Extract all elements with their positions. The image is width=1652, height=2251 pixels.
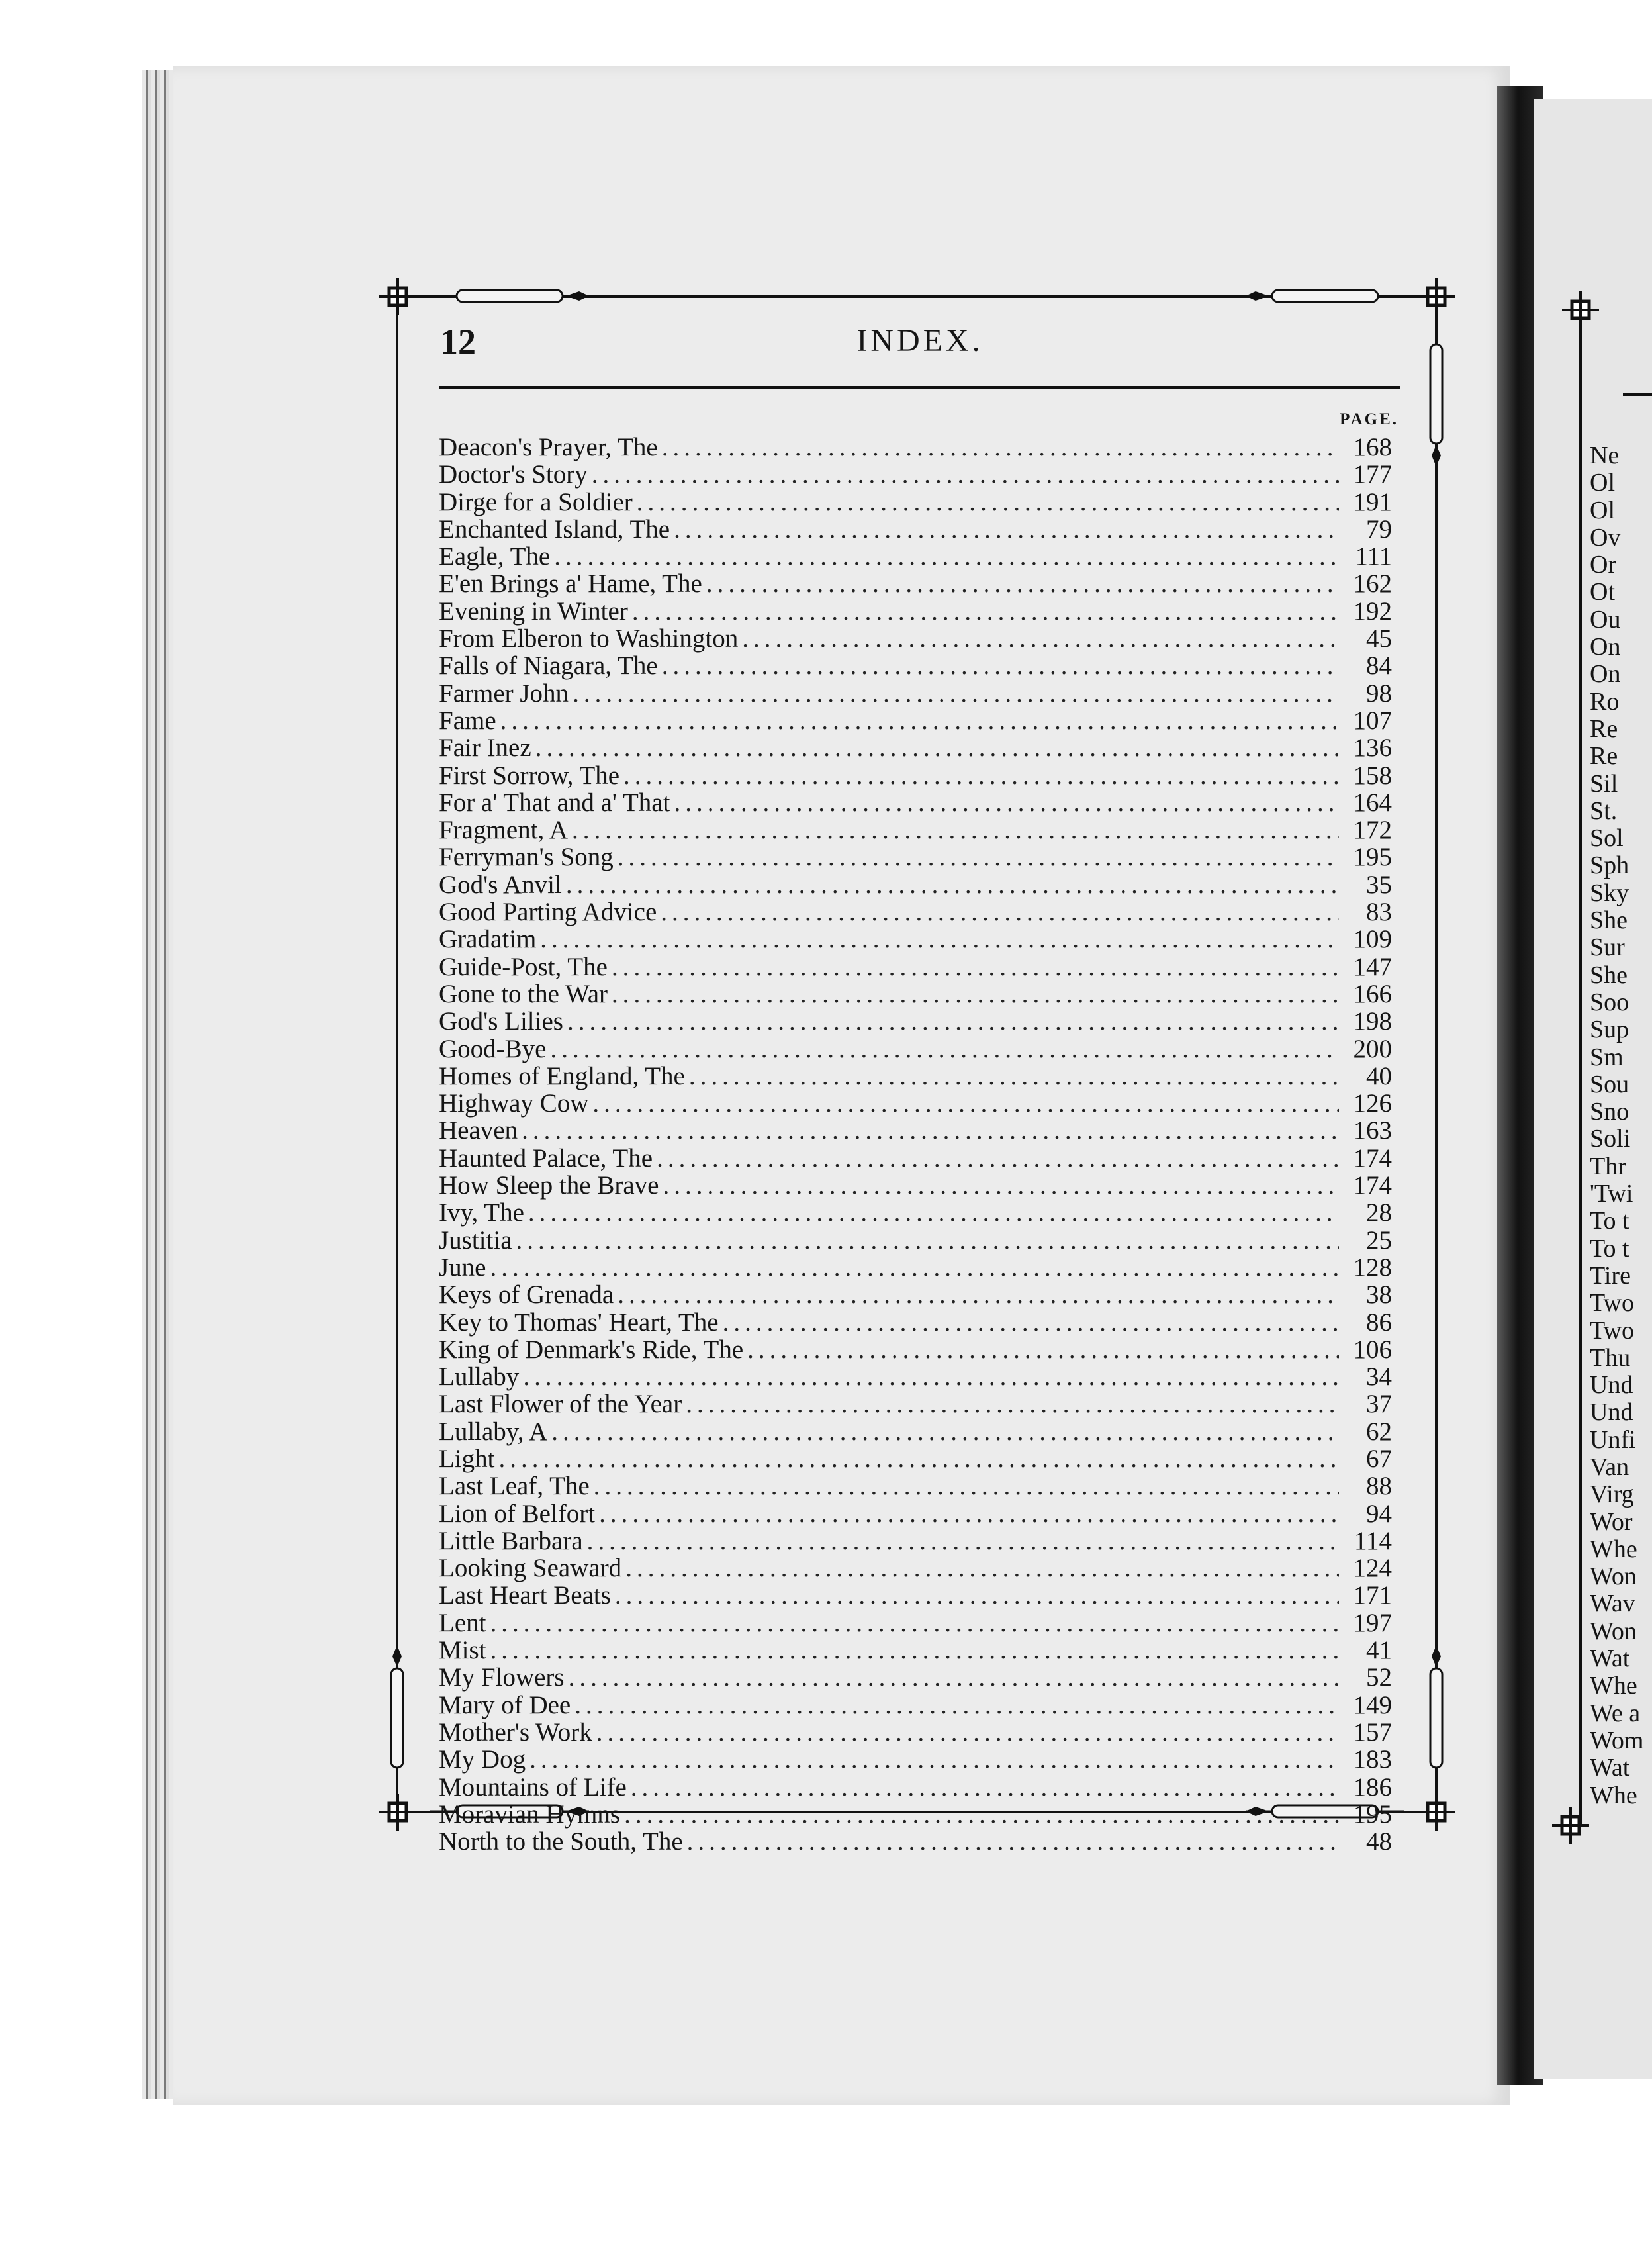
index-entry bbox=[439, 1719, 1392, 1746]
index-entry bbox=[439, 1336, 1392, 1363]
entry-title: Looking Seaward bbox=[439, 1554, 622, 1583]
entry-page-number: 28 bbox=[1366, 1198, 1392, 1227]
entry-page-number: 197 bbox=[1353, 1608, 1392, 1637]
entry-page-number: 37 bbox=[1366, 1390, 1392, 1419]
entry-title: Enchanted Island, The bbox=[439, 514, 670, 544]
facing-page-fragment: Wor bbox=[1590, 1508, 1633, 1536]
facing-page-fragment: Thu bbox=[1590, 1343, 1631, 1372]
facing-page-fragment: St. bbox=[1590, 796, 1618, 825]
index-entry-list bbox=[439, 434, 1392, 1855]
index-entry bbox=[439, 570, 1392, 597]
facing-page-fragment: Sno bbox=[1590, 1098, 1629, 1126]
index-entry bbox=[439, 1445, 1392, 1472]
dot-leader bbox=[535, 734, 1339, 761]
index-entry bbox=[439, 1254, 1392, 1281]
index-entry bbox=[439, 680, 1392, 707]
entry-title: Lullaby, A bbox=[439, 1417, 548, 1446]
entry-page-number: 126 bbox=[1353, 1089, 1392, 1118]
entry-title: Last Heart Beats bbox=[439, 1581, 611, 1610]
entry-title: Moravian Hymns bbox=[439, 1799, 621, 1829]
entry-page-number: 172 bbox=[1353, 816, 1392, 845]
entry-page-number: 106 bbox=[1353, 1335, 1392, 1364]
index-entry bbox=[439, 1801, 1392, 1828]
facing-page-fragment: Wat bbox=[1590, 1754, 1630, 1782]
facing-page-fragment: Soo bbox=[1590, 988, 1629, 1016]
dot-leader bbox=[551, 1418, 1339, 1445]
dot-leader bbox=[529, 1746, 1339, 1773]
dot-leader bbox=[723, 1309, 1339, 1336]
facing-page-fragment: Ou bbox=[1590, 605, 1621, 634]
entry-title: Mist bbox=[439, 1636, 486, 1665]
dot-leader bbox=[599, 1500, 1339, 1527]
dot-leader bbox=[592, 461, 1339, 488]
index-entry bbox=[439, 707, 1392, 734]
dot-leader bbox=[490, 1637, 1339, 1664]
corner-ornament-top-right bbox=[1418, 278, 1455, 315]
index-entry bbox=[439, 871, 1392, 898]
facing-page-fragment: She bbox=[1590, 906, 1628, 935]
entry-page-number: 94 bbox=[1366, 1499, 1392, 1528]
facing-page-fragment: Ro bbox=[1590, 687, 1620, 716]
entry-page-number: 147 bbox=[1353, 952, 1392, 981]
entry-title: North to the South, The bbox=[439, 1827, 683, 1856]
dot-leader bbox=[689, 1063, 1339, 1090]
scroll-ornament-left-lower bbox=[386, 1642, 408, 1794]
index-entry bbox=[439, 1774, 1392, 1801]
entry-page-number: 191 bbox=[1353, 487, 1392, 516]
dot-leader bbox=[686, 1390, 1339, 1417]
entry-title: Falls of Niagara, The bbox=[439, 651, 658, 681]
dot-leader bbox=[499, 1445, 1340, 1472]
dot-leader bbox=[540, 926, 1339, 953]
index-entry bbox=[439, 1418, 1392, 1445]
page-number: 12 bbox=[440, 322, 476, 361]
entry-title: Fair Inez bbox=[439, 734, 531, 763]
index-entry bbox=[439, 1582, 1392, 1609]
dot-leader bbox=[490, 1254, 1340, 1281]
entry-title: My Dog bbox=[439, 1745, 526, 1774]
dot-leader bbox=[612, 981, 1339, 1008]
index-entry bbox=[439, 1281, 1392, 1308]
entry-page-number: 84 bbox=[1366, 651, 1392, 681]
dot-leader bbox=[687, 1828, 1339, 1855]
entry-title: Good Parting Advice bbox=[439, 898, 657, 927]
dot-leader bbox=[523, 1363, 1339, 1390]
facing-page-fragment: Ne bbox=[1590, 442, 1620, 469]
entry-title: Justitia bbox=[439, 1225, 512, 1255]
dot-leader bbox=[661, 898, 1339, 926]
entry-page-number: 48 bbox=[1366, 1827, 1392, 1856]
entry-page-number: 174 bbox=[1353, 1143, 1392, 1173]
entry-page-number: 107 bbox=[1353, 706, 1392, 735]
index-entry bbox=[439, 598, 1392, 625]
entry-title: Lullaby bbox=[439, 1363, 520, 1392]
entry-title: Farmer John bbox=[439, 679, 569, 708]
index-entry bbox=[439, 816, 1392, 843]
corner-ornament-bottom-left bbox=[379, 1794, 416, 1831]
entry-title: E'en Brings a' Hame, The bbox=[439, 569, 702, 599]
entry-page-number: 83 bbox=[1366, 898, 1392, 927]
entry-title: King of Denmark's Ride, The bbox=[439, 1335, 744, 1364]
dot-leader bbox=[663, 1172, 1340, 1199]
header-divider bbox=[439, 386, 1400, 389]
entry-title: First Sorrow, The bbox=[439, 761, 620, 790]
facing-page-fragment: Won bbox=[1590, 1562, 1637, 1591]
entry-page-number: 136 bbox=[1353, 734, 1392, 763]
entry-page-number: 88 bbox=[1366, 1472, 1392, 1501]
facing-page-fragment: To t bbox=[1590, 1207, 1629, 1235]
entry-title: Last Leaf, The bbox=[439, 1472, 590, 1501]
scroll-ornament-top-right bbox=[1246, 285, 1404, 307]
dot-leader bbox=[490, 1609, 1339, 1637]
index-entry bbox=[439, 762, 1392, 789]
entry-page-number: 163 bbox=[1353, 1116, 1392, 1145]
entry-title: Gone to the War bbox=[439, 979, 608, 1008]
entry-page-number: 192 bbox=[1353, 597, 1392, 626]
dot-leader bbox=[631, 1774, 1339, 1801]
entry-title: My Flowers bbox=[439, 1663, 565, 1692]
entry-page-number: 114 bbox=[1354, 1526, 1392, 1555]
index-entry bbox=[439, 1555, 1392, 1582]
dot-leader bbox=[596, 1719, 1339, 1746]
entry-page-number: 195 bbox=[1353, 1799, 1392, 1829]
facing-page-fragment: Or bbox=[1590, 551, 1617, 579]
facing-page-fragment: Sky bbox=[1590, 879, 1629, 907]
entry-title: Heaven bbox=[439, 1116, 518, 1145]
entry-page-number: 157 bbox=[1353, 1717, 1392, 1747]
index-entry bbox=[439, 1527, 1392, 1555]
dot-leader bbox=[674, 789, 1339, 816]
index-entry bbox=[439, 843, 1392, 871]
entry-page-number: 186 bbox=[1353, 1772, 1392, 1801]
dot-leader bbox=[657, 1145, 1339, 1172]
facing-page-fragment: Wav bbox=[1590, 1590, 1635, 1618]
entry-page-number: 86 bbox=[1366, 1308, 1392, 1337]
entry-page-number: 40 bbox=[1366, 1061, 1392, 1090]
facing-page-fragment: Ov bbox=[1590, 523, 1621, 551]
index-entry bbox=[439, 898, 1392, 926]
facing-page-fragment: Virg bbox=[1590, 1480, 1634, 1509]
dot-leader bbox=[573, 680, 1339, 707]
facing-page-fragment: Van bbox=[1590, 1453, 1629, 1481]
facing-page-fragment: Whe bbox=[1590, 1781, 1637, 1809]
dot-leader bbox=[592, 1090, 1339, 1117]
entry-page-number: 200 bbox=[1353, 1034, 1392, 1063]
dot-leader bbox=[567, 1008, 1339, 1035]
dot-leader bbox=[706, 570, 1339, 597]
facing-page-fragment: Wat bbox=[1590, 1645, 1630, 1673]
index-entry bbox=[439, 625, 1392, 652]
entry-page-number: 98 bbox=[1366, 679, 1392, 708]
facing-page-fragment: She bbox=[1590, 961, 1628, 989]
facing-page-fragment: Thr bbox=[1590, 1152, 1626, 1180]
facing-page-fragment: Tire bbox=[1590, 1261, 1631, 1290]
dot-leader bbox=[662, 434, 1339, 461]
index-entry bbox=[439, 1746, 1392, 1773]
index-entry bbox=[439, 516, 1392, 543]
entry-page-number: 177 bbox=[1353, 460, 1392, 489]
facing-page-fragment: On bbox=[1590, 660, 1621, 689]
entry-page-number: 174 bbox=[1353, 1171, 1392, 1200]
entry-page-number: 67 bbox=[1366, 1444, 1392, 1473]
facing-page-fragment: Sil bbox=[1590, 769, 1618, 798]
entry-title: Last Flower of the Year bbox=[439, 1390, 682, 1419]
entry-page-number: 41 bbox=[1366, 1636, 1392, 1665]
facing-page-fragment: Sph bbox=[1590, 851, 1629, 880]
facing-page-fragment: Ol bbox=[1590, 469, 1615, 497]
entry-title: For a' That and a' That bbox=[439, 788, 670, 817]
dot-leader bbox=[637, 489, 1339, 516]
facing-page-fragment: Re bbox=[1590, 714, 1618, 743]
facing-page-fragment: Re bbox=[1590, 742, 1618, 771]
facing-page-fragment: Und bbox=[1590, 1371, 1633, 1400]
dot-leader bbox=[662, 652, 1339, 679]
dot-leader bbox=[500, 707, 1339, 734]
index-entry bbox=[439, 1390, 1392, 1417]
index-entry bbox=[439, 734, 1392, 761]
entry-page-number: 35 bbox=[1366, 870, 1392, 899]
entry-title: Light bbox=[439, 1444, 495, 1473]
entry-title: Little Barbara bbox=[439, 1526, 583, 1555]
dot-leader bbox=[522, 1117, 1339, 1144]
frame-right-rule bbox=[1435, 295, 1438, 1813]
entry-page-number: 34 bbox=[1366, 1363, 1392, 1392]
entry-title: Keys of Grenada bbox=[439, 1280, 614, 1310]
dot-leader bbox=[674, 516, 1339, 543]
facing-page-fragment: Unfi bbox=[1590, 1425, 1636, 1454]
facing-page-fragment: Sm bbox=[1590, 1043, 1624, 1071]
entry-title: Evening in Winter bbox=[439, 597, 628, 626]
entry-title: How Sleep the Brave bbox=[439, 1171, 659, 1200]
facing-page-fragment: Whe bbox=[1590, 1672, 1637, 1700]
entry-title: Deacon's Prayer, The bbox=[439, 433, 658, 461]
dot-leader bbox=[624, 1801, 1339, 1828]
entry-title: Fragment, A bbox=[439, 816, 568, 845]
corner-ornament-top-left bbox=[379, 278, 416, 315]
entry-title: Dirge for a Soldier bbox=[439, 487, 633, 516]
index-entry bbox=[439, 1609, 1392, 1637]
entry-page-number: 164 bbox=[1353, 788, 1392, 817]
dot-leader bbox=[587, 1527, 1339, 1555]
dot-leader bbox=[528, 1199, 1339, 1226]
entry-page-number: 25 bbox=[1366, 1225, 1392, 1255]
entry-title: Lion of Belfort bbox=[439, 1499, 596, 1528]
facing-page-fragment: Sup bbox=[1590, 1016, 1629, 1044]
dot-leader bbox=[594, 1472, 1339, 1500]
entry-page-number: 124 bbox=[1353, 1554, 1392, 1583]
index-entry bbox=[439, 543, 1392, 570]
entry-page-number: 109 bbox=[1353, 925, 1392, 954]
index-entry bbox=[439, 1637, 1392, 1664]
index-entry bbox=[439, 461, 1392, 488]
facing-page-fragment: Und bbox=[1590, 1398, 1633, 1427]
index-entry bbox=[439, 1828, 1392, 1855]
facing-page-fragment: 'Twi bbox=[1590, 1180, 1633, 1208]
index-entry bbox=[439, 1692, 1392, 1719]
index-entry bbox=[439, 1472, 1392, 1500]
index-entry bbox=[439, 1090, 1392, 1117]
entry-page-number: 168 bbox=[1353, 433, 1392, 461]
facing-page-fragment: Wom bbox=[1590, 1726, 1644, 1754]
entry-page-number: 171 bbox=[1353, 1581, 1392, 1610]
index-entry bbox=[439, 1363, 1392, 1390]
facing-page-fragment: On bbox=[1590, 633, 1621, 661]
entry-title: Eagle, The bbox=[439, 542, 551, 571]
entry-title: Ferryman's Song bbox=[439, 843, 614, 872]
facing-page-fragment: Whe bbox=[1590, 1535, 1637, 1563]
dot-leader bbox=[615, 1582, 1339, 1609]
facing-page-fragment: Sou bbox=[1590, 1070, 1629, 1098]
entry-title: God's Anvil bbox=[439, 870, 562, 899]
entry-page-number: 111 bbox=[1355, 542, 1392, 571]
entry-title: Doctor's Story bbox=[439, 460, 588, 489]
entry-page-number: 183 bbox=[1353, 1745, 1392, 1774]
dot-leader bbox=[612, 953, 1339, 981]
facing-page-text-fragments bbox=[1590, 442, 1652, 1809]
index-entry bbox=[439, 1227, 1392, 1254]
entry-title: Mountains of Life bbox=[439, 1772, 627, 1801]
dot-leader bbox=[618, 1281, 1339, 1308]
entry-page-number: 52 bbox=[1366, 1663, 1392, 1692]
facing-page-fragment: To t bbox=[1590, 1234, 1629, 1263]
page-title: INDEX. bbox=[856, 323, 984, 358]
index-entry bbox=[439, 981, 1392, 1008]
entry-title: Lent bbox=[439, 1608, 486, 1637]
entry-title: Homes of England, The bbox=[439, 1061, 685, 1090]
entry-title: Fame bbox=[439, 706, 496, 735]
dot-leader bbox=[574, 1692, 1339, 1719]
dot-leader bbox=[623, 762, 1339, 789]
scroll-ornament-right-lower bbox=[1425, 1642, 1447, 1794]
entry-title: Gradatim bbox=[439, 925, 537, 954]
corner-ornament-bottom-right bbox=[1418, 1794, 1455, 1831]
entry-page-number: 162 bbox=[1353, 569, 1392, 599]
entry-page-number: 45 bbox=[1366, 624, 1392, 653]
facing-page-fragment: Two bbox=[1590, 1289, 1635, 1317]
dot-leader bbox=[572, 816, 1339, 843]
entry-title: Good-Bye bbox=[439, 1034, 547, 1063]
facing-page-fragment: Soli bbox=[1590, 1125, 1631, 1153]
index-entry bbox=[439, 1172, 1392, 1199]
entry-title: Mother's Work bbox=[439, 1717, 592, 1747]
entry-title: Highway Cow bbox=[439, 1089, 589, 1118]
entry-title: God's Lilies bbox=[439, 1007, 563, 1036]
entry-page-number: 79 bbox=[1366, 514, 1392, 544]
dot-leader bbox=[550, 1035, 1339, 1063]
frame-left-rule bbox=[396, 295, 398, 1813]
facing-page-frame-rule bbox=[1579, 311, 1582, 1824]
index-entry bbox=[439, 1500, 1392, 1527]
index-entry bbox=[439, 1008, 1392, 1035]
entry-page-number: 62 bbox=[1366, 1417, 1392, 1446]
scroll-ornament-top-left bbox=[430, 285, 589, 307]
facing-page-header-divider bbox=[1623, 393, 1652, 396]
facing-page-fragment: Sur bbox=[1590, 934, 1625, 962]
entry-page-number: 195 bbox=[1353, 843, 1392, 872]
index-entry bbox=[439, 652, 1392, 679]
entry-title: Ivy, The bbox=[439, 1198, 524, 1227]
dot-leader bbox=[747, 1336, 1339, 1363]
entry-title: Haunted Palace, The bbox=[439, 1143, 653, 1173]
entry-page-number: 38 bbox=[1366, 1280, 1392, 1310]
entry-page-number: 198 bbox=[1353, 1007, 1392, 1036]
entry-title: From Elberon to Washington bbox=[439, 624, 739, 653]
index-entry bbox=[439, 1309, 1392, 1336]
dot-leader bbox=[516, 1227, 1339, 1254]
facing-page-fragment: We a bbox=[1590, 1699, 1641, 1727]
facing-page-fragment: Two bbox=[1590, 1316, 1635, 1345]
entry-title: Guide-Post, The bbox=[439, 952, 608, 981]
dot-leader bbox=[742, 625, 1339, 652]
dot-leader bbox=[566, 871, 1339, 898]
index-entry bbox=[439, 1664, 1392, 1691]
facing-page-fragment: Sol bbox=[1590, 824, 1624, 853]
scroll-ornament-right-upper bbox=[1425, 318, 1447, 470]
facing-page-fragment: Ot bbox=[1590, 578, 1615, 606]
index-entry bbox=[439, 789, 1392, 816]
dot-leader bbox=[625, 1555, 1339, 1582]
entry-page-number: 128 bbox=[1353, 1253, 1392, 1282]
page-header bbox=[440, 321, 1400, 374]
page-column-label: PAGE. bbox=[1340, 410, 1399, 428]
facing-page-corner-ornament-bottom bbox=[1552, 1807, 1589, 1844]
index-entry bbox=[439, 953, 1392, 981]
index-entry bbox=[439, 1035, 1392, 1063]
dot-leader bbox=[569, 1664, 1339, 1691]
index-entry bbox=[439, 489, 1392, 516]
facing-page-fragment: Won bbox=[1590, 1617, 1637, 1645]
entry-page-number: 149 bbox=[1353, 1690, 1392, 1719]
entry-title: June bbox=[439, 1253, 486, 1282]
entry-title: Mary of Dee bbox=[439, 1690, 571, 1719]
dot-leader bbox=[618, 843, 1339, 871]
entry-page-number: 158 bbox=[1353, 761, 1392, 790]
dot-leader bbox=[632, 598, 1339, 625]
index-entry bbox=[439, 1199, 1392, 1226]
facing-page-fragment: Ol bbox=[1590, 496, 1615, 524]
entry-page-number: 166 bbox=[1353, 979, 1392, 1008]
index-entry bbox=[439, 1063, 1392, 1090]
index-entry bbox=[439, 1117, 1392, 1144]
entry-title: Key to Thomas' Heart, The bbox=[439, 1308, 719, 1337]
dot-leader bbox=[554, 543, 1339, 570]
index-entry bbox=[439, 1145, 1392, 1172]
index-entry bbox=[439, 926, 1392, 953]
index-entry bbox=[439, 434, 1392, 461]
